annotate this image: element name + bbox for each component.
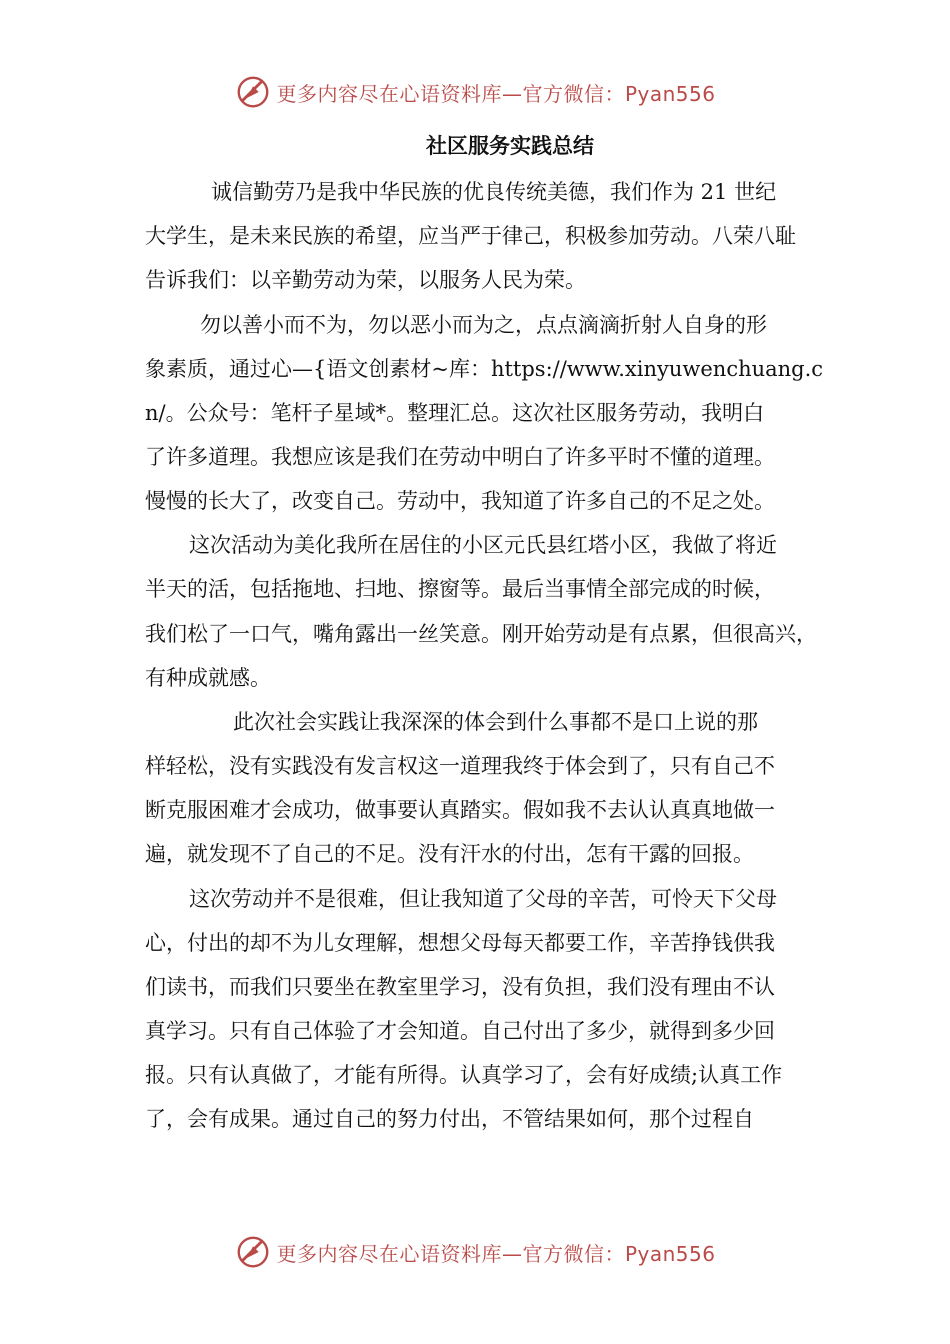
text-line: 了许多道理。我想应该是我们在劳动中明白了许多平时不懂的道理。 xyxy=(145,445,775,469)
text-line: 此次社会实践让我深深的体会到什么事都不是口上说的那 xyxy=(233,710,758,734)
logo-icon xyxy=(234,1233,272,1271)
text-line: 样轻松，没有实践没有发言权这一道理我终于体会到了，只有自己不 xyxy=(145,754,775,778)
header-banner-text: 更多内容尽在心语资料库—官方微信：Pyan556 xyxy=(276,81,716,106)
text-line: 遍，就发现不了自己的不足。没有汗水的付出，怎有干露的回报。 xyxy=(145,842,754,866)
text-line: 我们松了一口气，嘴角露出一丝笑意。刚开始劳动是有点累，但很高兴， xyxy=(145,622,817,646)
footer-banner-text: 更多内容尽在心语资料库—官方微信：Pyan556 xyxy=(276,1241,716,1266)
text-line: 心，付出的却不为儿女理解，想想父母每天都要工作，辛苦挣钱供我 xyxy=(145,931,775,955)
text-line: 这次活动为美化我所在居住的小区元氏县红塔小区，我做了将近 xyxy=(189,533,777,557)
text-line: 真学习。只有自己体验了才会知道。自己付出了多少，就得到多少回 xyxy=(145,1019,775,1043)
text-line: 断克服困难才会成功，做事要认真踏实。假如我不去认认真真地做一 xyxy=(145,798,775,822)
text-line: 这次劳动并不是很难，但让我知道了父母的辛苦，可怜天下父母 xyxy=(189,887,777,911)
text-line: 勿以善小而不为，勿以恶小而为之，点点滴滴折射人自身的形 xyxy=(200,313,767,337)
footer-banner xyxy=(0,1232,950,1272)
text-line: 了，会有成果。通过自己的努力付出，不管结果如何，那个过程自 xyxy=(145,1107,754,1131)
header-banner xyxy=(0,72,950,112)
text-line: 象素质，通过心—{语文创素材~库：https://www.xinyuwenchuang.c xyxy=(145,357,824,381)
text-line: 报。只有认真做了，才能有所得。认真学习了，会有好成绩;认真工作 xyxy=(145,1063,783,1087)
text-line: 半天的活，包括拖地、扫地、擦窗等。最后当事情全部完成的时候， xyxy=(145,577,775,601)
page-title: 社区服务实践总结 xyxy=(426,133,594,158)
text-line: 告诉我们：以辛勤劳动为荣，以服务人民为荣。 xyxy=(145,268,586,292)
logo-icon xyxy=(234,73,272,111)
text-line: 诚信勤劳乃是我中华民族的优良传统美德，我们作为 21 世纪 xyxy=(211,180,777,204)
text-line: 有种成就感。 xyxy=(145,666,271,690)
text-line: n/。公众号：笔杆子星域*。整理汇总。这次社区服务劳动，我明白 xyxy=(145,401,765,425)
text-line: 们读书，而我们只要坐在教室里学习，没有负担，我们没有理由不认 xyxy=(145,975,775,999)
text-line: 大学生，是未来民族的希望，应当严于律己，积极参加劳动。八荣八耻 xyxy=(145,224,796,248)
text-line: 慢慢的长大了，改变自己。劳动中，我知道了许多自己的不足之处。 xyxy=(145,489,775,513)
